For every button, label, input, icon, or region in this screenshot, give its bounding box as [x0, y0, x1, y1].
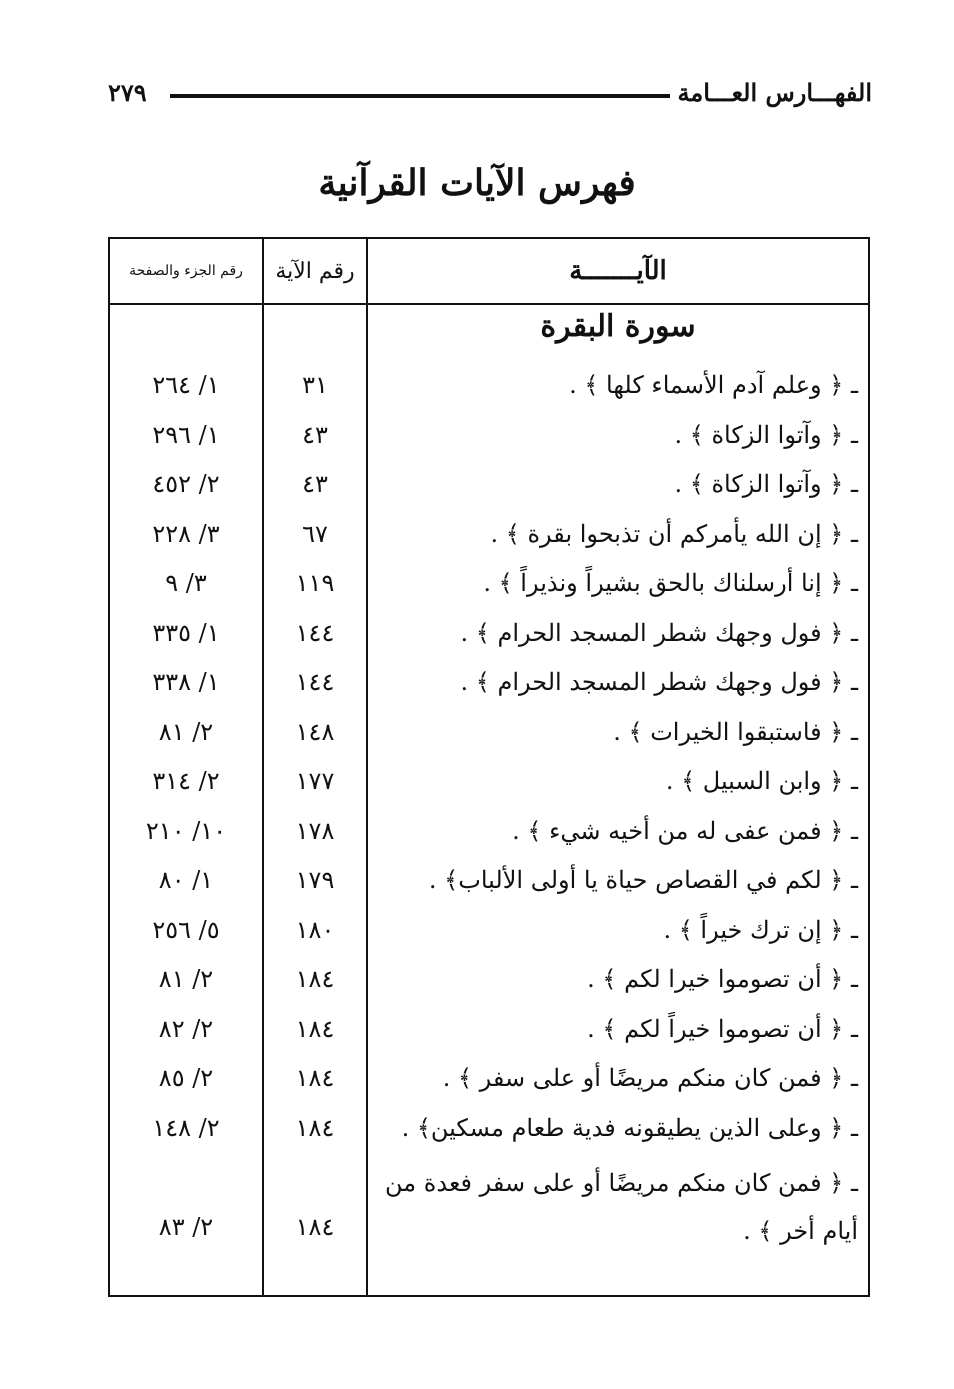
volume-page: ١/ ٢٦٤ [152, 371, 220, 399]
verse-text: ـ ﴿ فمن كان منكم مريضًا أو على سفر فعدة من أيام أخر ﴾ . [385, 1169, 858, 1245]
volume-page: ٢/ ٣١٤ [152, 767, 220, 795]
verse-number: ١٧٧ [295, 767, 335, 795]
verse-text: ـ ﴿ لكم في القصاص حياة يا أولى الألباب﴾ . [428, 866, 858, 894]
verse-number: ١٤٨ [295, 717, 335, 746]
verse-text: ـ ﴿ فول وجهك شطر المسجد الحرام ﴾ . [460, 668, 858, 696]
header-divider [110, 303, 868, 305]
verse-number: ١٨٤ [295, 1014, 335, 1043]
volume-page: ٢/ ٨١ [158, 717, 214, 746]
volume-page: ١٠/ ٢١٠ [145, 816, 227, 845]
volume-page: ٢/ ٨٥ [158, 1064, 214, 1092]
volume-page: ١/ ٣٣٨ [152, 668, 220, 696]
column-header-volume-page: رقم الجزء والصفحة [129, 263, 243, 279]
verse-text: ـ ﴿ وآتوا الزكاة ﴾ . [674, 470, 858, 498]
column-divider [366, 239, 368, 1295]
volume-page: ١/ ٢٩٦ [152, 420, 220, 449]
verse-number: ١٨٤ [295, 1064, 335, 1092]
verse-number: ١٨٠ [295, 915, 335, 944]
verse-number: ١٤٤ [295, 668, 335, 696]
verse-number: ١٨٤ [295, 965, 335, 993]
verse-text: ـ ﴿ أن تصوموا خيرا لكم ﴾ . [587, 965, 858, 993]
volume-page: ٣/ ٢٢٨ [152, 519, 220, 548]
volume-page: ١/ ٣٣٥ [152, 618, 220, 647]
verse-number: ١٨٤ [295, 1113, 335, 1142]
column-header-verse-number: رقم الآية [275, 258, 355, 284]
page-number: ٢٧٩ [108, 78, 147, 107]
verse-number: ١٧٩ [295, 866, 335, 894]
surah-heading: سورة البقرة [540, 309, 696, 344]
volume-page: ٢/ ١٤٨ [152, 1113, 220, 1142]
verse-index-table [108, 237, 870, 1297]
verse-text: ـ ﴿ وعلم آدم الأسماء كلها ﴾ . [569, 371, 858, 399]
running-title: الفهـــارس العـــامة [677, 78, 872, 107]
verse-text: ـ ﴿ وعلى الذين يطيقونه فدية طعام مسكين﴾ . [401, 1113, 858, 1142]
verse-number: ١١٩ [295, 569, 335, 597]
verse-text: ـ ﴿ إن الله يأمركم أن تذبحوا بقرة ﴾ . [490, 519, 858, 548]
verse-text: ـ ﴿ إن ترك خيراً ﴾ . [663, 915, 858, 944]
volume-page: ٢/ ٤٥٢ [152, 470, 220, 498]
verse-text: ـ ﴿ وابن السبيل ﴾ . [665, 767, 858, 795]
volume-page: ١/ ٨٠ [158, 866, 214, 894]
verse-text: ـ ﴿ فول وجهك شطر المسجد الحرام ﴾ . [460, 618, 858, 647]
verse-number: ٤٣ [302, 420, 328, 449]
verse-number: ٣١ [302, 371, 328, 399]
running-header [108, 78, 872, 118]
index-title: فهرس الآيات القرآنية [318, 162, 636, 204]
verse-text: ـ ﴿ وآتوا الزكاة ﴾ . [674, 420, 858, 449]
verse-text: ـ ﴿ فاستبقوا الخيرات ﴾ . [613, 717, 858, 746]
verse-number: ١٤٤ [295, 618, 335, 647]
volume-page: ٢/ ٨١ [158, 965, 214, 993]
volume-page: ٢/ ٨٢ [158, 1014, 214, 1043]
volume-page: ٢/ ٨٣ [158, 1213, 214, 1241]
verse-number: ١٧٨ [295, 816, 335, 845]
verse-text: ـ ﴿ إنا أرسلناك بالحق بشيراً ونذيراً ﴾ . [483, 569, 858, 597]
column-header-verse: الآيـــــــة [569, 256, 667, 286]
header-rule [170, 94, 670, 98]
verse-number: ٦٧ [302, 519, 328, 548]
verse-text: ـ ﴿ فمن كان منكم مريضًا أو على سفر ﴾ . [442, 1064, 858, 1092]
verse-number: ٤٣ [302, 470, 328, 498]
volume-page: ٥/ ٢٥٦ [152, 915, 220, 944]
volume-page: ٣/ ٩ [165, 569, 207, 597]
verse-text: ـ ﴿ أن تصوموا خيراً لكم ﴾ . [587, 1014, 858, 1043]
verse-text: ـ ﴿ فمن عفى له من أخيه شيء ﴾ . [512, 816, 858, 845]
verse-number: ١٨٤ [295, 1213, 335, 1241]
